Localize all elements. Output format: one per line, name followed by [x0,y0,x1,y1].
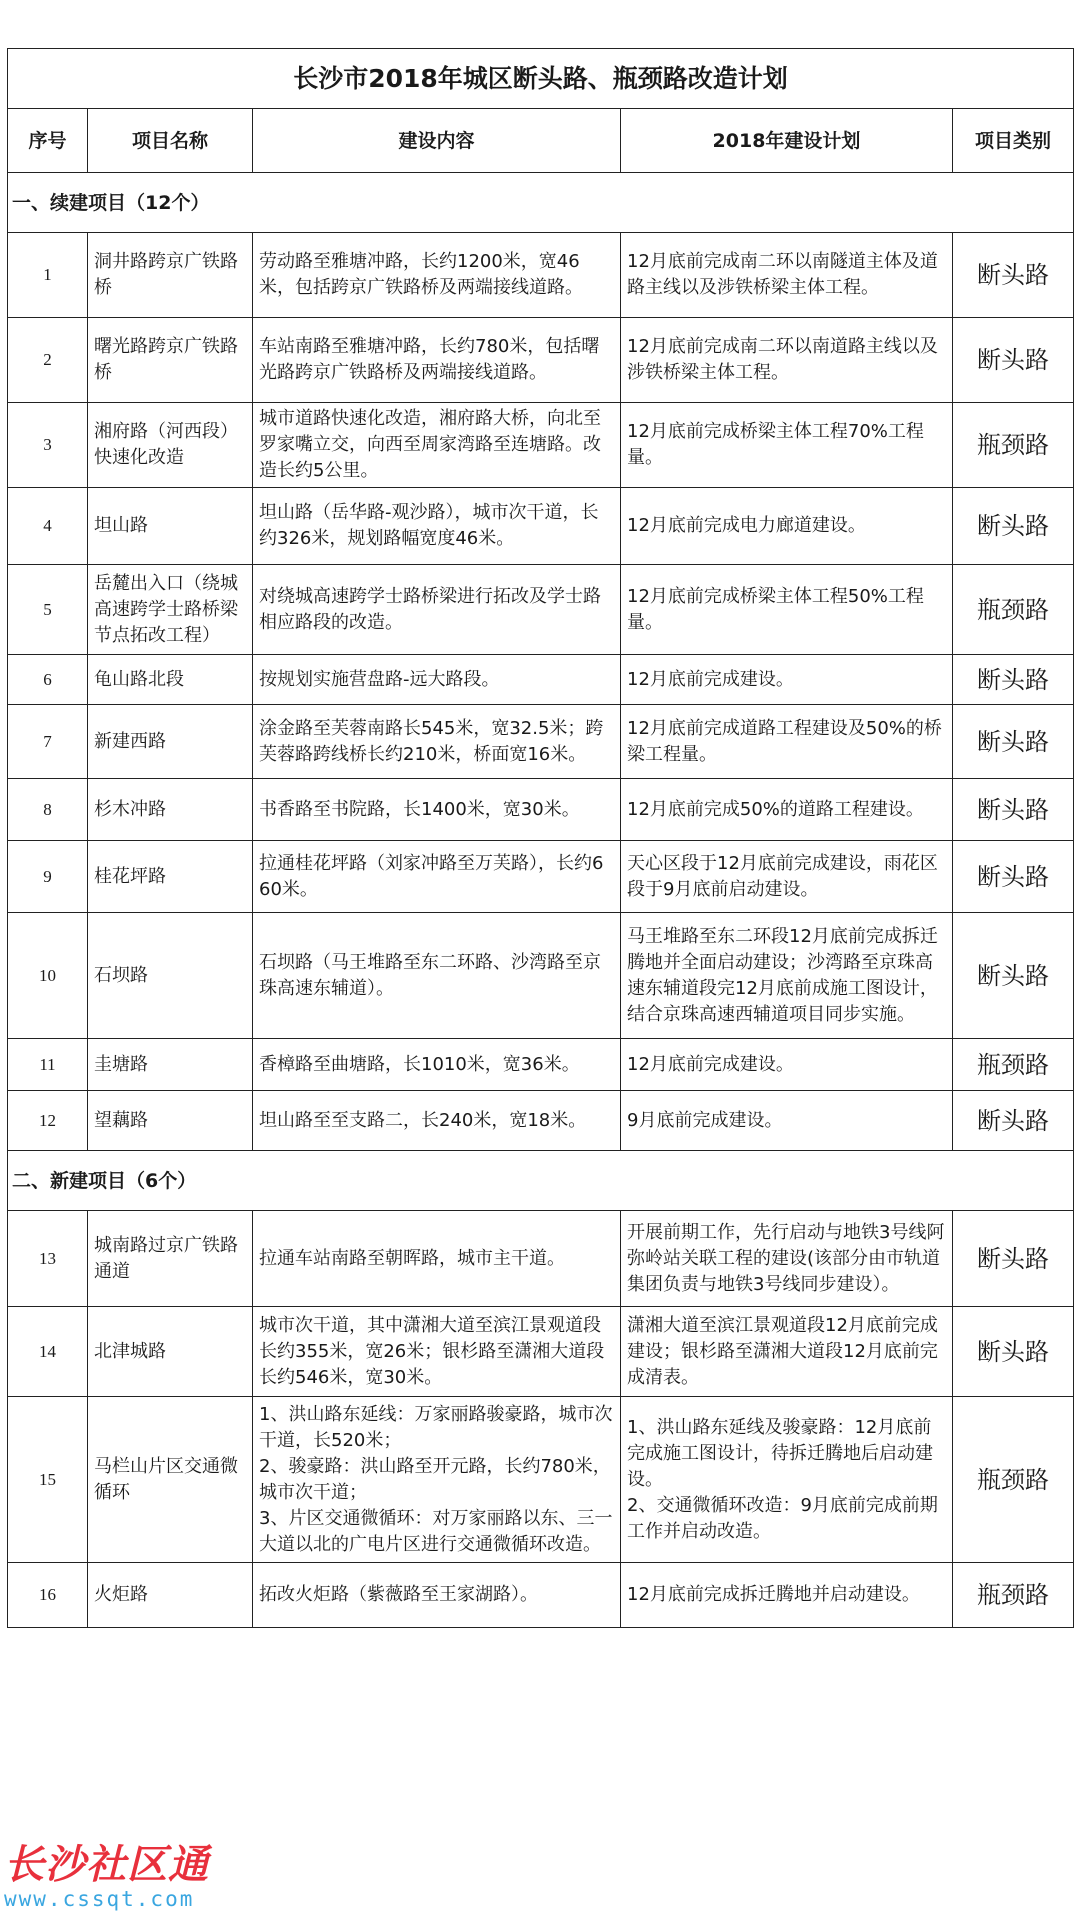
plan-document [7,48,1073,1628]
cell-name: 马栏山片区交通微循环 [88,1397,253,1563]
cell-name: 湘府路（河西段）快速化改造 [88,403,253,488]
section-row [8,173,1074,233]
cell-category: 断头路 [953,233,1074,318]
cell-category: 瓶颈路 [953,565,1074,655]
cell-name: 城南路过京广铁路通道 [88,1211,253,1307]
cell-name: 岳麓出入口（绕城高速跨学士路桥梁节点拓改工程） [88,565,253,655]
header-content: 建设内容 [253,109,621,173]
cell-category: 断头路 [953,488,1074,565]
cell-category: 瓶颈路 [953,1397,1074,1563]
cell-category: 断头路 [953,655,1074,705]
cell-plan: 12月底前完成拆迁腾地并启动建设。 [621,1563,953,1628]
cell-category: 断头路 [953,318,1074,403]
section-label: 一、续建项目（12个） [8,173,1074,233]
cell-no: 10 [8,913,88,1039]
cell-no: 3 [8,403,88,488]
cell-no: 2 [8,318,88,403]
cell-category: 断头路 [953,913,1074,1039]
cell-content: 城市次干道，其中潇湘大道至滨江景观道段长约355米，宽26米；银杉路至潇湘大道段长约546米，宽30米。 [253,1307,621,1397]
table-row [8,318,1074,403]
header-name: 项目名称 [88,109,253,173]
cell-plan: 开展前期工作，先行启动与地铁3号线阿弥岭站关联工程的建设(该部分由市轨道集团负责与地铁3号线同步建设）。 [621,1211,953,1307]
cell-content: 车站南路至雅塘冲路，长约780米，包括曙光路跨京广铁路桥及两端接线道路。 [253,318,621,403]
cell-content: 书香路至书院路，长1400米，宽30米。 [253,779,621,841]
cell-no: 14 [8,1307,88,1397]
cell-no: 16 [8,1563,88,1628]
cell-content: 香樟路至曲塘路，长1010米，宽36米。 [253,1039,621,1091]
cell-no: 5 [8,565,88,655]
table-row [8,565,1074,655]
table-row [8,488,1074,565]
cell-no: 12 [8,1091,88,1151]
cell-name: 洞井路跨京广铁路桥 [88,233,253,318]
cell-name: 坦山路 [88,488,253,565]
cell-name: 圭塘路 [88,1039,253,1091]
table-row [8,705,1074,779]
cell-plan: 12月底前完成南二环以南隧道主体及道路主线以及涉铁桥梁主体工程。 [621,233,953,318]
cell-plan: 9月底前完成建设。 [621,1091,953,1151]
cell-plan: 1、洪山路东延线及骏豪路：12月底前完成施工图设计，待拆迁腾地后启动建设。 2、交通微循环改造：9月底前完成前期工作并启动改造。 [621,1397,953,1563]
cell-category: 瓶颈路 [953,1039,1074,1091]
table-row [8,233,1074,318]
cell-content: 拓改火炬路（紫薇路至王家湖路）。 [253,1563,621,1628]
cell-category: 瓶颈路 [953,1563,1074,1628]
table-row [8,1397,1074,1563]
cell-content: 坦山路至至支路二，长240米，宽18米。 [253,1091,621,1151]
cell-plan: 12月底前完成南二环以南道路主线以及涉铁桥梁主体工程。 [621,318,953,403]
table-row [8,779,1074,841]
cell-content: 城市道路快速化改造，湘府路大桥，向北至罗家嘴立交，向西至周家湾路至连塘路。改造长约5公里。 [253,403,621,488]
cell-content: 坦山路（岳华路-观沙路），城市次干道，长约326米，规划路幅宽度46米。 [253,488,621,565]
cell-category: 断头路 [953,1091,1074,1151]
cell-no: 15 [8,1397,88,1563]
watermark [4,1843,244,1917]
cell-name: 杉木冲路 [88,779,253,841]
watermark-url: www.cssqt.com [4,1887,195,1911]
header-no: 序号 [8,109,88,173]
cell-category: 断头路 [953,1211,1074,1307]
cell-plan: 潇湘大道至滨江景观道段12月底前完成建设；银杉路至潇湘大道段12月底前完成清表。 [621,1307,953,1397]
table-row [8,655,1074,705]
cell-plan: 天心区段于12月底前完成建设，雨花区段于9月底前启动建设。 [621,841,953,913]
table-row [8,841,1074,913]
cell-name: 曙光路跨京广铁路桥 [88,318,253,403]
cell-category: 断头路 [953,1307,1074,1397]
cell-name: 石坝路 [88,913,253,1039]
header-category: 项目类别 [953,109,1074,173]
table-row [8,403,1074,488]
cell-category: 断头路 [953,779,1074,841]
cell-content: 对绕城高速跨学士路桥梁进行拓改及学士路相应路段的改造。 [253,565,621,655]
cell-name: 火炬路 [88,1563,253,1628]
cell-no: 6 [8,655,88,705]
cell-plan: 12月底前完成道路工程建设及50%的桥梁工程量。 [621,705,953,779]
table-row [8,1091,1074,1151]
cell-content: 涂金路至芙蓉南路长545米，宽32.5米；跨芙蓉路跨线桥长约210米，桥面宽16米。 [253,705,621,779]
cell-category: 断头路 [953,841,1074,913]
cell-no: 8 [8,779,88,841]
cell-plan: 12月底前完成建设。 [621,1039,953,1091]
cell-name: 望藕路 [88,1091,253,1151]
cell-name: 北津城路 [88,1307,253,1397]
cell-no: 4 [8,488,88,565]
plan-table [7,48,1074,1628]
cell-no: 9 [8,841,88,913]
table-row [8,913,1074,1039]
cell-no: 1 [8,233,88,318]
cell-content: 拉通车站南路至朝晖路，城市主干道。 [253,1211,621,1307]
cell-category: 断头路 [953,705,1074,779]
section-row [8,1151,1074,1211]
table-row [8,1211,1074,1307]
cell-plan: 12月底前完成建设。 [621,655,953,705]
cell-no: 7 [8,705,88,779]
cell-name: 桂花坪路 [88,841,253,913]
header-plan: 2018年建设计划 [621,109,953,173]
cell-plan: 马王堆路至东二环段12月底前完成拆迁腾地并全面启动建设；沙湾路至京珠高速东辅道段完12月底前成施工图设计，结合京珠高速西辅道项目同步实施。 [621,913,953,1039]
cell-name: 龟山路北段 [88,655,253,705]
cell-content: 劳动路至雅塘冲路，长约1200米，宽46米，包括跨京广铁路桥及两端接线道路。 [253,233,621,318]
table-row [8,1307,1074,1397]
cell-no: 11 [8,1039,88,1091]
watermark-logo: 长沙社区通 [4,1842,209,1888]
cell-plan: 12月底前完成电力廊道建设。 [621,488,953,565]
cell-plan: 12月底前完成桥梁主体工程70%工程量。 [621,403,953,488]
cell-category: 瓶颈路 [953,403,1074,488]
table-row [8,1563,1074,1628]
table-title: 长沙市2018年城区断头路、瓶颈路改造计划 [8,49,1074,109]
cell-plan: 12月底前完成桥梁主体工程50%工程量。 [621,565,953,655]
table-row [8,1039,1074,1091]
cell-content: 1、洪山路东延线：万家丽路骏豪路，城市次干道，长520米； 2、骏豪路：洪山路至开元路，长约780米，城市次干道； 3、片区交通微循环：对万家丽路以东、三一大道以北的广电片区进行交通微循环改造。 [253,1397,621,1563]
cell-content: 拉通桂花坪路（刘家冲路至万芙路），长约660米。 [253,841,621,913]
cell-content: 按规划实施营盘路-远大路段。 [253,655,621,705]
cell-no: 13 [8,1211,88,1307]
cell-content: 石坝路（马王堆路至东二环路、沙湾路至京珠高速东辅道）。 [253,913,621,1039]
section-label: 二、新建项目（6个） [8,1151,1074,1211]
cell-name: 新建西路 [88,705,253,779]
cell-plan: 12月底前完成50%的道路工程建设。 [621,779,953,841]
